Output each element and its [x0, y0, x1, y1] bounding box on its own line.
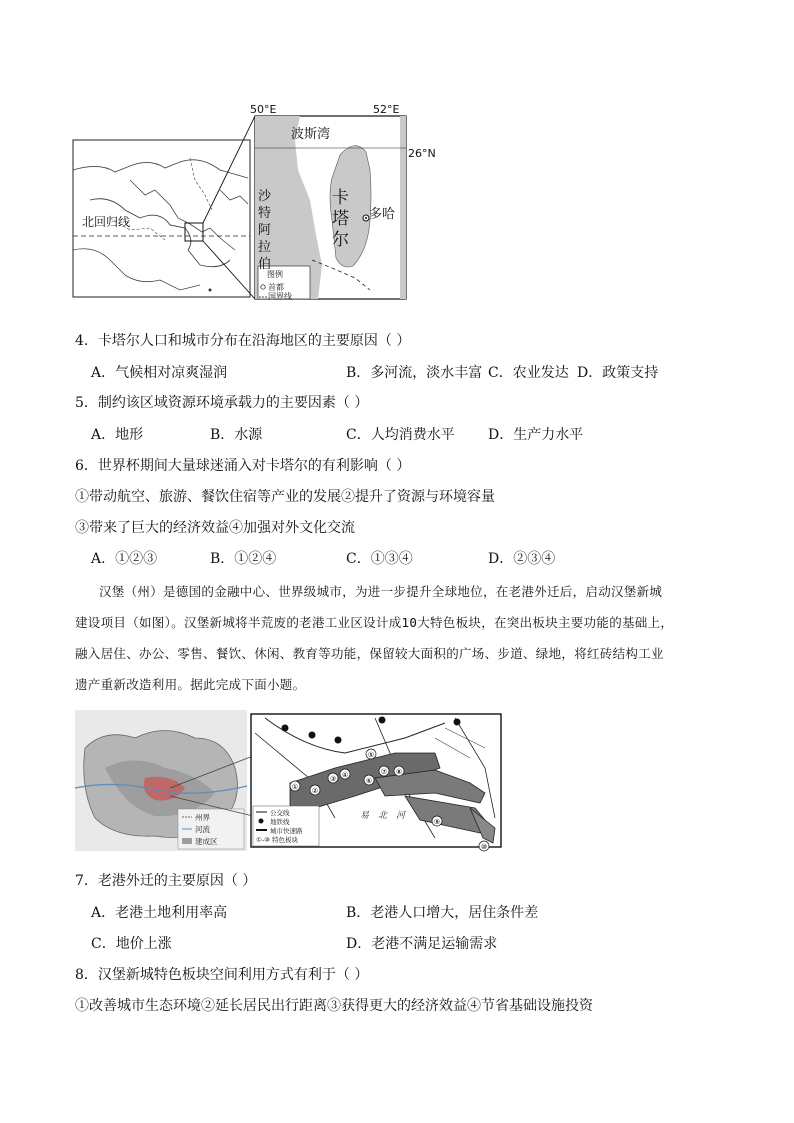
legend-river: 河流: [195, 825, 210, 834]
qatar-label: 卡塔尔: [332, 188, 349, 250]
q7-option-b[interactable]: B．老港人口增大，居住条件差: [346, 905, 539, 921]
q6-stem: 6．世界杯期间大量球迷涌入对卡塔尔的有利影响（ ）: [75, 458, 411, 474]
legend-built-area: 建成区: [195, 837, 218, 846]
legend-bus: 公交线: [270, 809, 290, 817]
q6-option-c[interactable]: C．①③④: [346, 551, 413, 567]
q6-statement-line1: ①带动航空、旅游、餐饮住宿等产业的发展②提升了资源与环境容量: [75, 489, 495, 505]
q4-option-d[interactable]: D．政策支持: [577, 365, 659, 381]
passage-line2: 建设项目（如图）。汉堡新城将半荒废的老港工业区设计成10大特色板块，在突出板块主要功能的基础上，: [75, 615, 674, 630]
saudi-label: 沙特阿拉伯: [258, 189, 272, 272]
block-2-label: ②: [311, 787, 319, 795]
passage-line3: 融入居住、办公、零售、餐饮、休闲、教育等功能，保留较大面积的广场、步道、绿地，将红砖结构工业: [75, 646, 664, 661]
passage-line1: 汉堡（州）是德国的金融中心、世界级城市，为进一步提升全球地位，在老港外迁后，启动汉堡新城: [99, 584, 663, 599]
block-1-label: ①: [291, 783, 299, 791]
doha-label: 多哈: [369, 207, 396, 222]
block-8-label: ⑧: [395, 768, 403, 776]
q5-stem: 5．制约该区域资源环境承载力的主要因素（ ）: [75, 395, 369, 411]
legend-title: 图例: [267, 270, 283, 279]
tropic-label: 北回归线: [82, 215, 131, 229]
legend-feature-blocks: ①-⑩ 特色板块: [256, 836, 299, 844]
hamburg-hafencity-map: [75, 708, 505, 854]
q4-option-a[interactable]: A．气候相对凉爽湿润: [91, 365, 228, 381]
q7-option-a[interactable]: A．老港土地利用率高: [91, 905, 228, 921]
lon-right-label: 52°E: [373, 103, 400, 116]
q6-option-d[interactable]: D．②③④: [488, 551, 556, 567]
q5-option-d[interactable]: D．生产力水平: [488, 427, 584, 443]
legend-state-border: 州界: [195, 813, 210, 822]
q7-stem: 7．老港外迁的主要原因（ ）: [75, 873, 257, 889]
elbe-river-label: 易 北 河: [360, 811, 406, 821]
legend-expressway: 城市快速路: [270, 827, 303, 835]
block-10-label: ⑩: [480, 843, 488, 851]
legend-capital: 首都: [268, 283, 284, 292]
block-3-label: ③: [329, 775, 337, 783]
block-6-label: ⑥: [365, 777, 373, 785]
q4-stem: 4．卡塔尔人口和城市分布在沿海地区的主要原因（ ）: [75, 333, 411, 349]
q8-statement-line1: ①改善城市生态环境②延长居民出行距离③获得更大的经济效益④节省基础设施投资: [75, 998, 593, 1014]
passage-line4: 遗产重新改造利用。据此完成下面小题。: [75, 677, 306, 692]
gulf-label: 波斯湾: [291, 127, 331, 142]
q7-option-d[interactable]: D．老港不满足运输需求: [346, 936, 498, 952]
legend-metro: 地铁线: [270, 818, 290, 826]
lon-left-label: 50°E: [250, 103, 277, 116]
block-7-label: ⑦: [380, 768, 388, 776]
q6-option-b[interactable]: B．①②④: [210, 551, 277, 567]
legend-border: 国界线: [268, 292, 292, 301]
lat-label: 26°N: [408, 147, 436, 160]
block-5-label: ⑤: [367, 751, 375, 759]
q6-statement-line2: ③带来了巨大的经济效益④加强对外文化交流: [75, 520, 355, 536]
block-4-label: ④: [341, 771, 349, 779]
q6-option-a[interactable]: A．①②③: [91, 551, 158, 567]
q4-option-c[interactable]: C．农业发达: [488, 365, 569, 381]
q5-option-c[interactable]: C．人均消费水平: [346, 427, 455, 443]
q8-stem: 8．汉堡新城特色板块空间利用方式有利于（ ）: [75, 967, 369, 983]
q5-option-b[interactable]: B．水源: [210, 427, 263, 443]
q4-option-b[interactable]: B．多河流，淡水丰富: [346, 365, 483, 381]
q5-option-a[interactable]: A．地形: [91, 427, 144, 443]
block-9-label: ⑨: [433, 818, 441, 826]
q7-option-c[interactable]: C．地价上涨: [91, 936, 172, 952]
